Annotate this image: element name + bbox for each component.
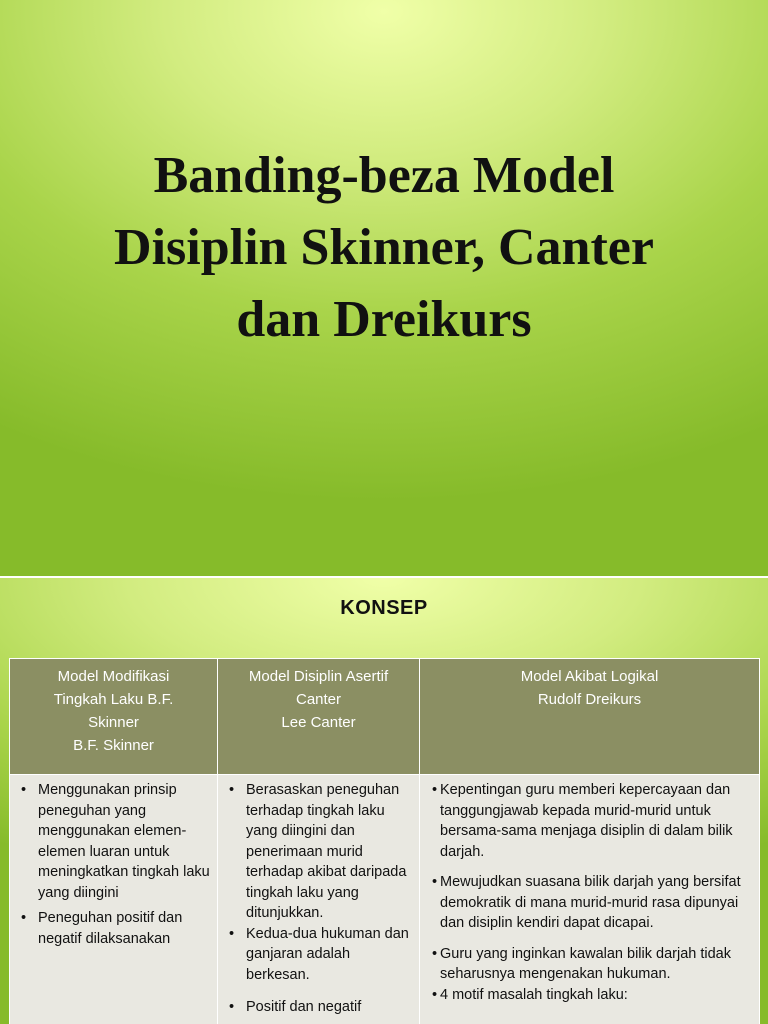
header-skinner: [10, 659, 218, 775]
cell-dreikurs: [420, 775, 760, 1024]
list-item: • 4 motif masalah tingkah laku:: [440, 985, 753, 1006]
list-item: • Menggunakan prinsip peneguhan yang menggunakan elemen-elemen luaran untuk meningkatkan tingkah laku yang diingini: [38, 780, 211, 903]
header-line: Rudolf Dreikurs: [537, 691, 642, 708]
list-item: • Kepentingan guru memberi kepercayaan dan tanggungjawab kepada murid-murid untuk bersama-sama menjaga disiplin di dalam bilik darjah.: [440, 780, 753, 862]
title-line: dan Dreikurs: [236, 291, 532, 348]
bullet-list: [426, 780, 753, 1005]
list-item: • Mewujudkan suasana bilik darjah yang bersifat demokratik di mana murid-murid rasa dipunyai dan disiplin kendiri dapat dicapai.: [440, 872, 753, 934]
title-line: Banding-beza Model: [153, 147, 615, 204]
header-dreikurs: [420, 659, 760, 775]
bullet-list: [224, 780, 413, 1018]
list-item: • Kedua-dua hukuman dan ganjaran adalah berkesan.: [246, 924, 413, 986]
list-item: • Guru yang inginkan kawalan bilik darjah tidak seharusnya mengenakan hukuman.: [440, 944, 753, 985]
header-line: Tingkah Laku B.F.: [53, 691, 174, 708]
table-header-row: [10, 659, 760, 775]
cell-skinner: [10, 775, 218, 1024]
list-item: • Peneguhan positif dan negatif dilaksanakan: [38, 908, 211, 949]
header-line: Canter: [295, 691, 342, 708]
title-line: Disiplin Skinner, Canter: [114, 219, 654, 276]
comparison-table: [9, 658, 760, 1024]
cell-canter: [218, 775, 420, 1024]
slide-title: [40, 140, 728, 356]
bullet-list: [16, 780, 211, 949]
header-line: Model Disiplin Asertif: [248, 668, 389, 685]
table-row: [10, 775, 760, 1024]
konsep-slide: [0, 578, 768, 1024]
list-item: • Berasaskan peneguhan terhadap tingkah laku yang diingini dan penerimaan murid terhadap akibat daripada tingkah laku yang ditunjukkan.: [246, 780, 413, 924]
header-line: Skinner: [88, 714, 139, 731]
header-line: Model Modifikasi: [57, 668, 170, 685]
header-line: Model Akibat Logikal: [520, 668, 659, 685]
header-line: B.F. Skinner: [73, 737, 154, 754]
header-line: Lee Canter: [281, 714, 356, 731]
slide-heading: KONSEP: [340, 597, 428, 619]
header-canter: [218, 659, 420, 775]
list-item: • Positif dan negatif: [246, 997, 413, 1018]
